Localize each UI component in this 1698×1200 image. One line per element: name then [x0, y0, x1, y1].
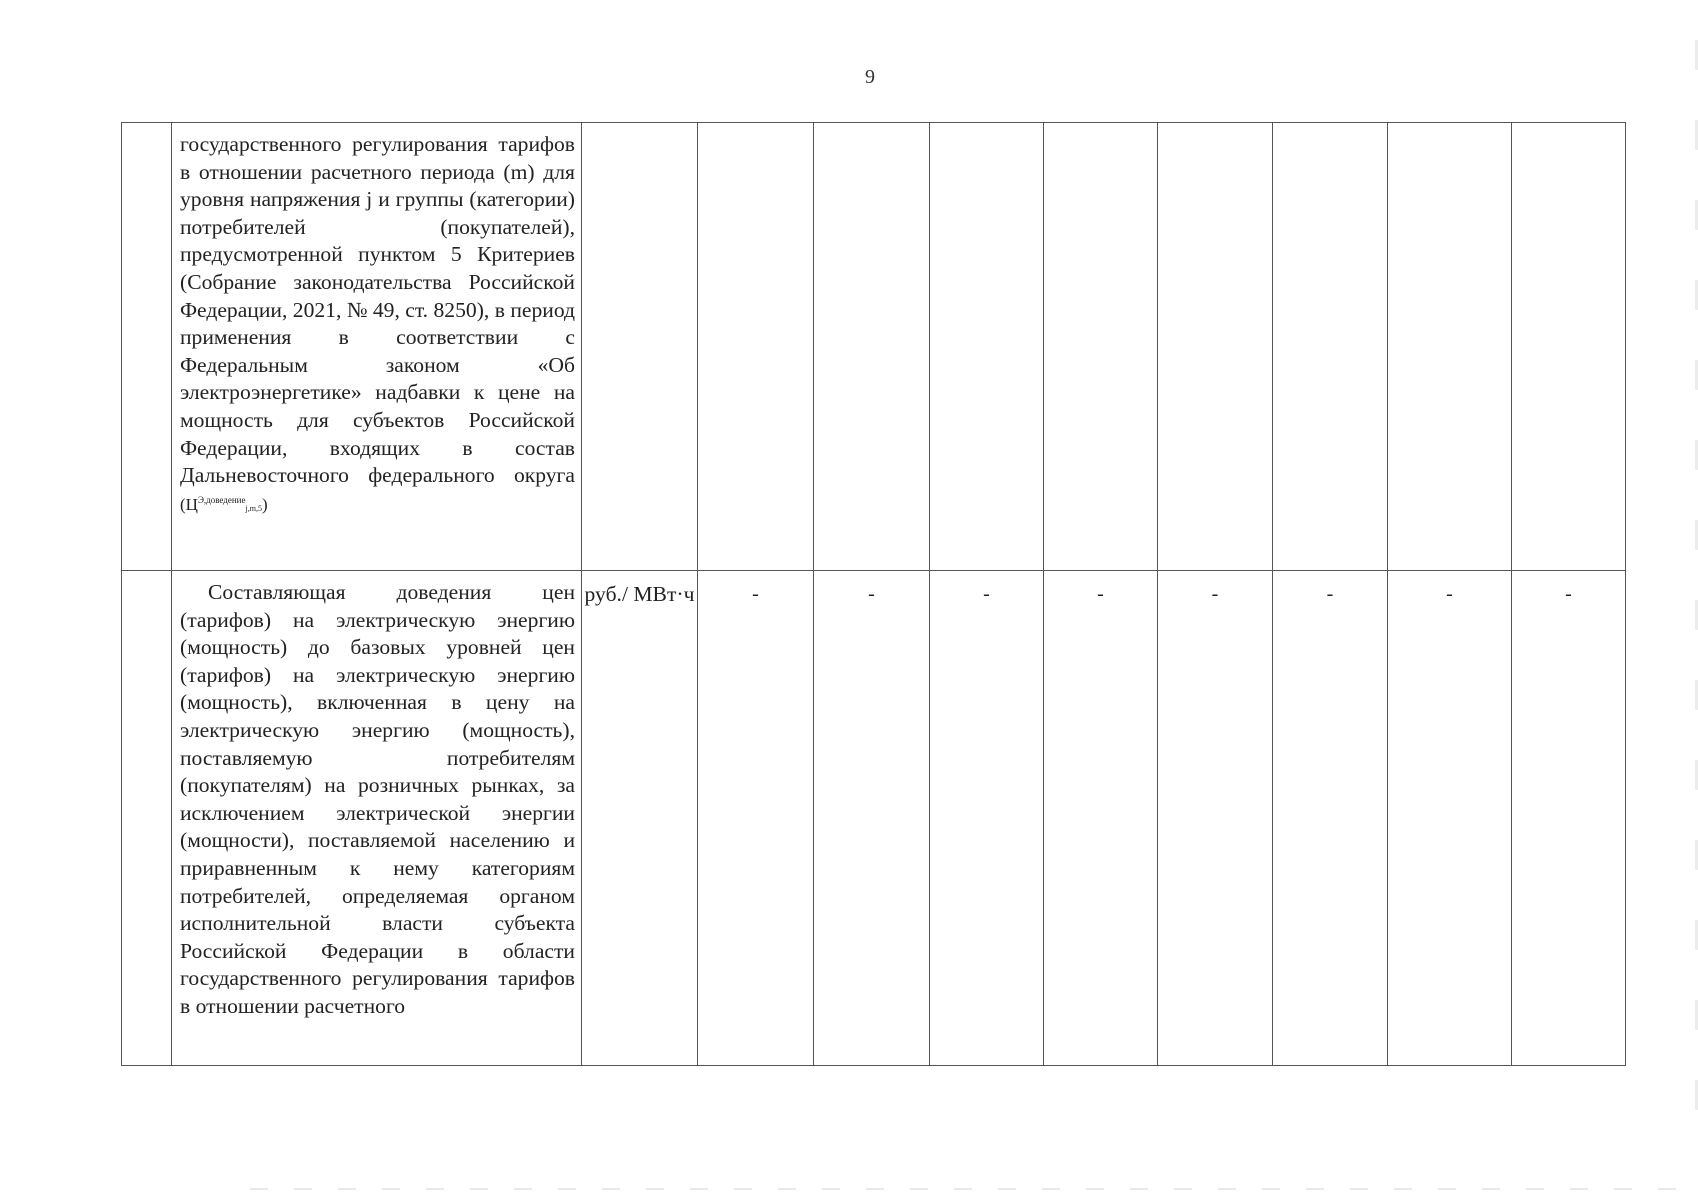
indicator-description-cell [172, 571, 582, 1066]
value-cell [1158, 123, 1273, 571]
value-cell: - [1044, 571, 1158, 1066]
table-row [122, 123, 1626, 571]
value-cell [1273, 123, 1388, 571]
formula-close: ) [261, 494, 268, 514]
value-cell: - [1512, 571, 1626, 1066]
indicator-description: государственного регулирования тарифов в отношении расчетного периода (m) для уровня напряжения j и группы (категории) потребителей (покупателей), предусмотренной пунктом 5 Критериев (Собрание законодательства Российской Федерации, 2021, № 49, ст. 8250), в период применения в соответствии с Федеральным законом «Об электроэнергетике» надбавки к цене на мощность для субъектов Российской Федерации, входящих в состав Дальневосточного федерального округа [180, 132, 575, 488]
value-cell [1388, 123, 1512, 571]
value-cell: - [814, 571, 930, 1066]
value-cell: - [698, 571, 814, 1066]
unit-cell: руб./ МВт·ч [582, 571, 698, 1066]
value-cell: - [1273, 571, 1388, 1066]
formula-open: (Ц [180, 494, 198, 514]
row-number-cell [122, 571, 172, 1066]
row-number-cell [122, 123, 172, 571]
value-cell [814, 123, 930, 571]
formula-subscript: j,m,5 [245, 503, 262, 513]
value-cell: - [1388, 571, 1512, 1066]
unit-cell [582, 123, 698, 571]
value-cell [698, 123, 814, 571]
value-cell [1512, 123, 1626, 571]
value-cell: - [1158, 571, 1273, 1066]
indicator-description: Составляющая доведения цен (тарифов) на электрическую энергию (мощность) до базовых уровней цен (тарифов) на электрическую энергию (мощность), включенная в цену на электрическую энергию (мощность), поставляемую потребителям (покупателям) на розничных рынках, за исключением электрической энергии (мощности), поставляемой населению и приравненным к нему категориям потребителей, определяемая органом исполнительной власти субъекта Российской Федерации в области государственного регулирования тарифов в отношении расчетного [180, 580, 575, 1018]
scan-artifact-line [250, 1188, 1690, 1190]
table-row [122, 571, 1626, 1066]
value-cell: - [930, 571, 1044, 1066]
page-number: 9 [865, 66, 875, 88]
tariff-table [121, 122, 1626, 1066]
indicator-description-cell [172, 123, 582, 571]
value-cell [930, 123, 1044, 571]
formula-superscript: Э,доведение [197, 494, 246, 505]
price-formula [180, 495, 268, 514]
value-cell [1044, 123, 1158, 571]
